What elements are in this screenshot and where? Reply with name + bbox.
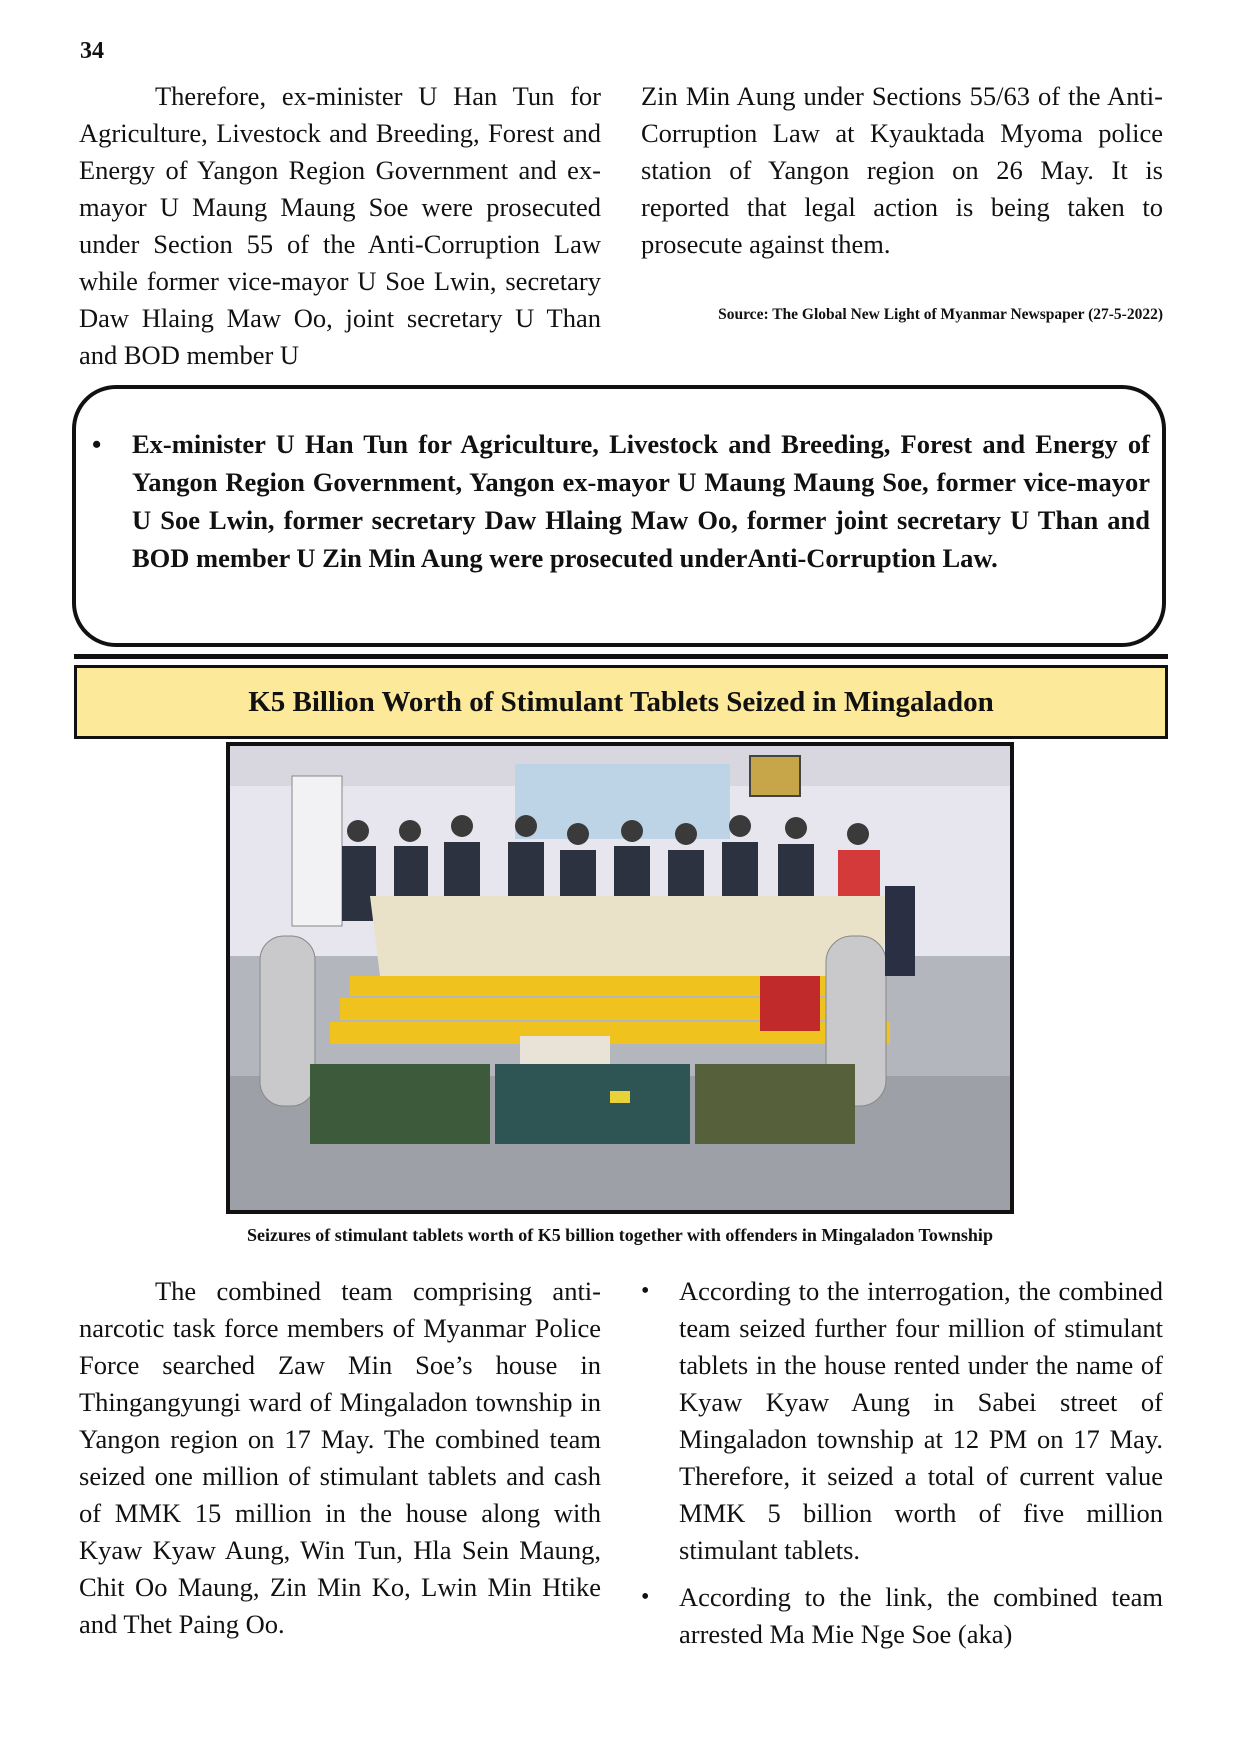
article1-left-column xyxy=(79,78,601,374)
article1-left-paragraph: Therefore, ex-minister U Han Tun for Agriculture, Livestock and Breeding, Forest and Energy of Yangon Region Government and ex-mayor U Maung Maung Soe were prosecuted under Section 55 of the Anti-Corruption Law while former vice-mayor U Soe Lwin, secretary Daw Hlaing Maw Oo, joint secretary U Than and BOD member U xyxy=(79,81,601,370)
article1-source: Source: The Global New Light of Myanmar Newspaper (27-5-2022) xyxy=(718,306,1163,323)
article1-right-paragraph: Zin Min Aung under Sections 55/63 of the Anti-Corruption Law at Kyauktada Myoma police station of Yangon region on 26 May. It is reported that legal action is being taken to prosecute against them. xyxy=(641,81,1163,259)
section-divider xyxy=(74,654,1168,659)
summary-box xyxy=(72,385,1166,647)
article2-bullet-item: • According to the interrogation, the combined team seized further four million of stimulant tablets in the house rented under the name of Kyaw Kyaw Aung in Sabei street of Mingaladon township at 12 PM on 17 May. Therefore, it seized a total of current value MMK 5 billion worth of five million stimulant tablets. xyxy=(641,1273,1163,1569)
article2-left-column xyxy=(79,1273,601,1643)
article2-left-paragraph: The combined team comprising anti-narcotic task force members of Myanmar Police Force searched Zaw Min Soe’s house in Thingangyungi ward of Mingaladon township in Yangon region on 17 May. The combined team seized one million of stimulant tablets and cash of MMK 15 million in the house along with Kyaw Kyaw Aung, Win Tun, Hla Sein Maung, Chit Oo Maung, Zin Min Ko, Lwin Min Htike and Thet Paing Oo. xyxy=(79,1276,601,1639)
bullet-icon: • xyxy=(92,429,102,459)
article1-right-column xyxy=(641,78,1163,263)
seizure-photo xyxy=(226,742,1014,1214)
photo-caption: Seizures of stimulant tablets worth of K5 billion together with offenders in Mingaladon Township xyxy=(247,1225,993,1245)
seizure-photo-illustration xyxy=(230,746,1010,1210)
article2-headline-text: K5 Billion Worth of Stimulant Tablets Seized in Mingaladon xyxy=(248,685,994,718)
page-number: 34 xyxy=(80,38,104,64)
summary-bullet-item xyxy=(92,425,1150,577)
article2-bullet-list xyxy=(641,1273,1163,1653)
summary-bullet-text: Ex-minister U Han Tun for Agriculture, Livestock and Breeding, Forest and Energy of Yangon Region Government, Yangon ex-mayor U Maung Maung Soe, former vice-mayor U Soe Lwin, former secretary Daw Hlaing Maw Oo, former joint secretary U Than and BOD member U Zin Min Aung were prosecuted underAnti-Corruption Law. xyxy=(132,429,1150,573)
article2-right-column xyxy=(641,1273,1163,1663)
article2-bullet-item: • According to the link, the combined team arrested Ma Mie Nge Soe (aka) xyxy=(641,1579,1163,1653)
article2-headline xyxy=(74,665,1168,739)
